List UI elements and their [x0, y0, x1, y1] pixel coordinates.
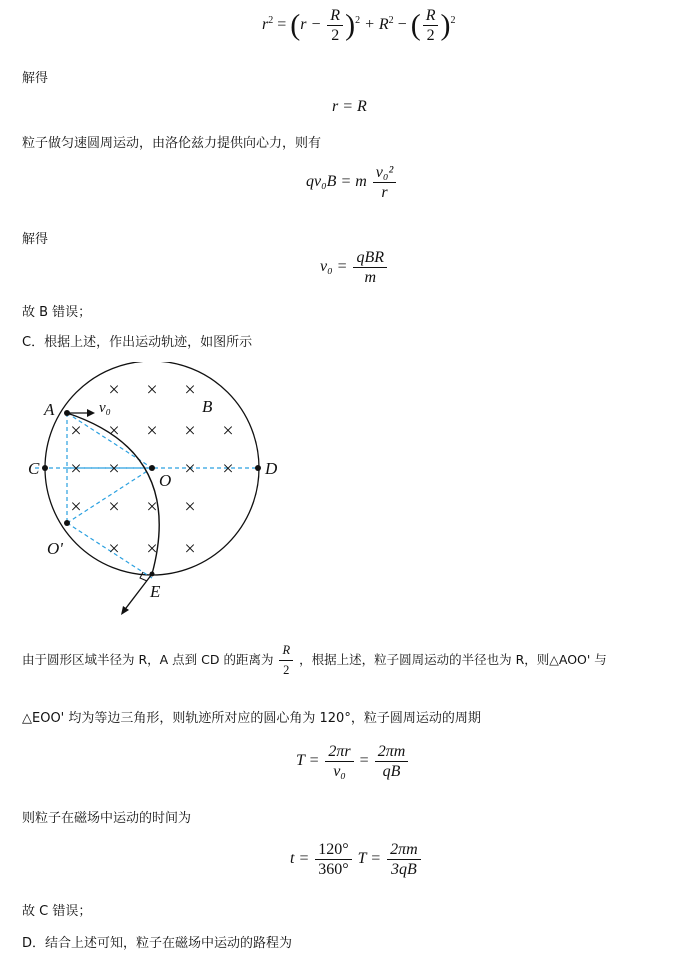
text-option-c: C．根据上述，作出运动轨迹，如图所示 [22, 335, 253, 350]
svg-text:×: × [222, 458, 234, 480]
svg-text:×: × [146, 420, 158, 442]
svg-text:×: × [184, 458, 196, 480]
svg-text:×: × [108, 420, 120, 442]
svg-text:×: × [108, 458, 120, 480]
equation-v0: v₀ = $\frac{\text{qBR}}{m}$ [320, 248, 389, 287]
label-A: A [44, 400, 55, 419]
svg-text:×: × [184, 538, 196, 560]
equation-period: T = $\frac{2\pi r}{\text{v₀}}$ = $\frac{2\pi m}{qB}$ [296, 742, 410, 781]
label-O-prime: O' [47, 539, 63, 558]
label-B: B [202, 397, 213, 416]
equation-circle-geometry: $r^2 = (r$ − $\frac{R}{2}$ )$^2 + R^2$ − ( $\frac{R}{2}$ )$^2$ [262, 7, 456, 44]
svg-text:×: × [108, 538, 120, 560]
equation-r-equals-R: r = R [332, 98, 367, 115]
label-O: O [159, 471, 172, 490]
svg-text:×: × [108, 496, 120, 518]
svg-text:×: × [108, 379, 120, 401]
text-time-intro: 则粒子在磁场中运动的时间为 [22, 811, 192, 826]
text-conclusion-c: 故 C 错误； [22, 904, 92, 919]
svg-text:×: × [184, 420, 196, 442]
text-solve-2: 解得 [22, 232, 49, 247]
trajectory-diagram [25, 362, 290, 617]
label-E: E [150, 582, 161, 601]
text-equilateral: △EOO' 均为等边三角形，则轨迹所对应的圆心角为 120°，粒子圆周运动的周期 [22, 711, 481, 726]
svg-text:×: × [146, 379, 158, 401]
label-C: C [28, 459, 40, 478]
text-radius-statement: 由于圆形区域半径为 R，A 点到 CD 的距离为 $\frac{R}{2}$ ，根据上述，粒子圆周运动的半径也为 R，则△AOO' 与 [22, 641, 607, 680]
text-lorentz-force: 粒子做匀速圆周运动，由洛伦兹力提供向心力，则有 [22, 136, 322, 151]
text-conclusion-b: 故 B 错误； [22, 305, 92, 320]
svg-text:×: × [184, 379, 196, 401]
exit-arrowhead [121, 606, 129, 615]
velocity-arrowhead [87, 409, 95, 417]
svg-text:×: × [146, 538, 158, 560]
exit-arrow [123, 574, 152, 612]
fraction-R-over-2: $\frac{R}{2}$ [279, 641, 293, 680]
svg-text:×: × [70, 496, 82, 518]
svg-text:×: × [70, 420, 82, 442]
equation-time: t = $\frac{120^\circ}{360^\circ}$ T = $\frac{2\pi m}{3qB}$ [290, 840, 423, 879]
svg-text:×: × [146, 496, 158, 518]
text-option-d: D．结合上述可知，粒子在磁场中运动的路程为 [22, 936, 293, 951]
label-D: D [265, 459, 278, 478]
label-v0: v₀ [99, 400, 111, 416]
text-solve-1: 解得 [22, 71, 49, 86]
equation-centripetal: qv₀B = m $\frac{\text{v₀²}}{r}$ [306, 163, 398, 202]
svg-text:×: × [222, 420, 234, 442]
right-angle-marker [140, 572, 147, 581]
svg-text:×: × [184, 496, 196, 518]
svg-text:×: × [70, 458, 82, 480]
